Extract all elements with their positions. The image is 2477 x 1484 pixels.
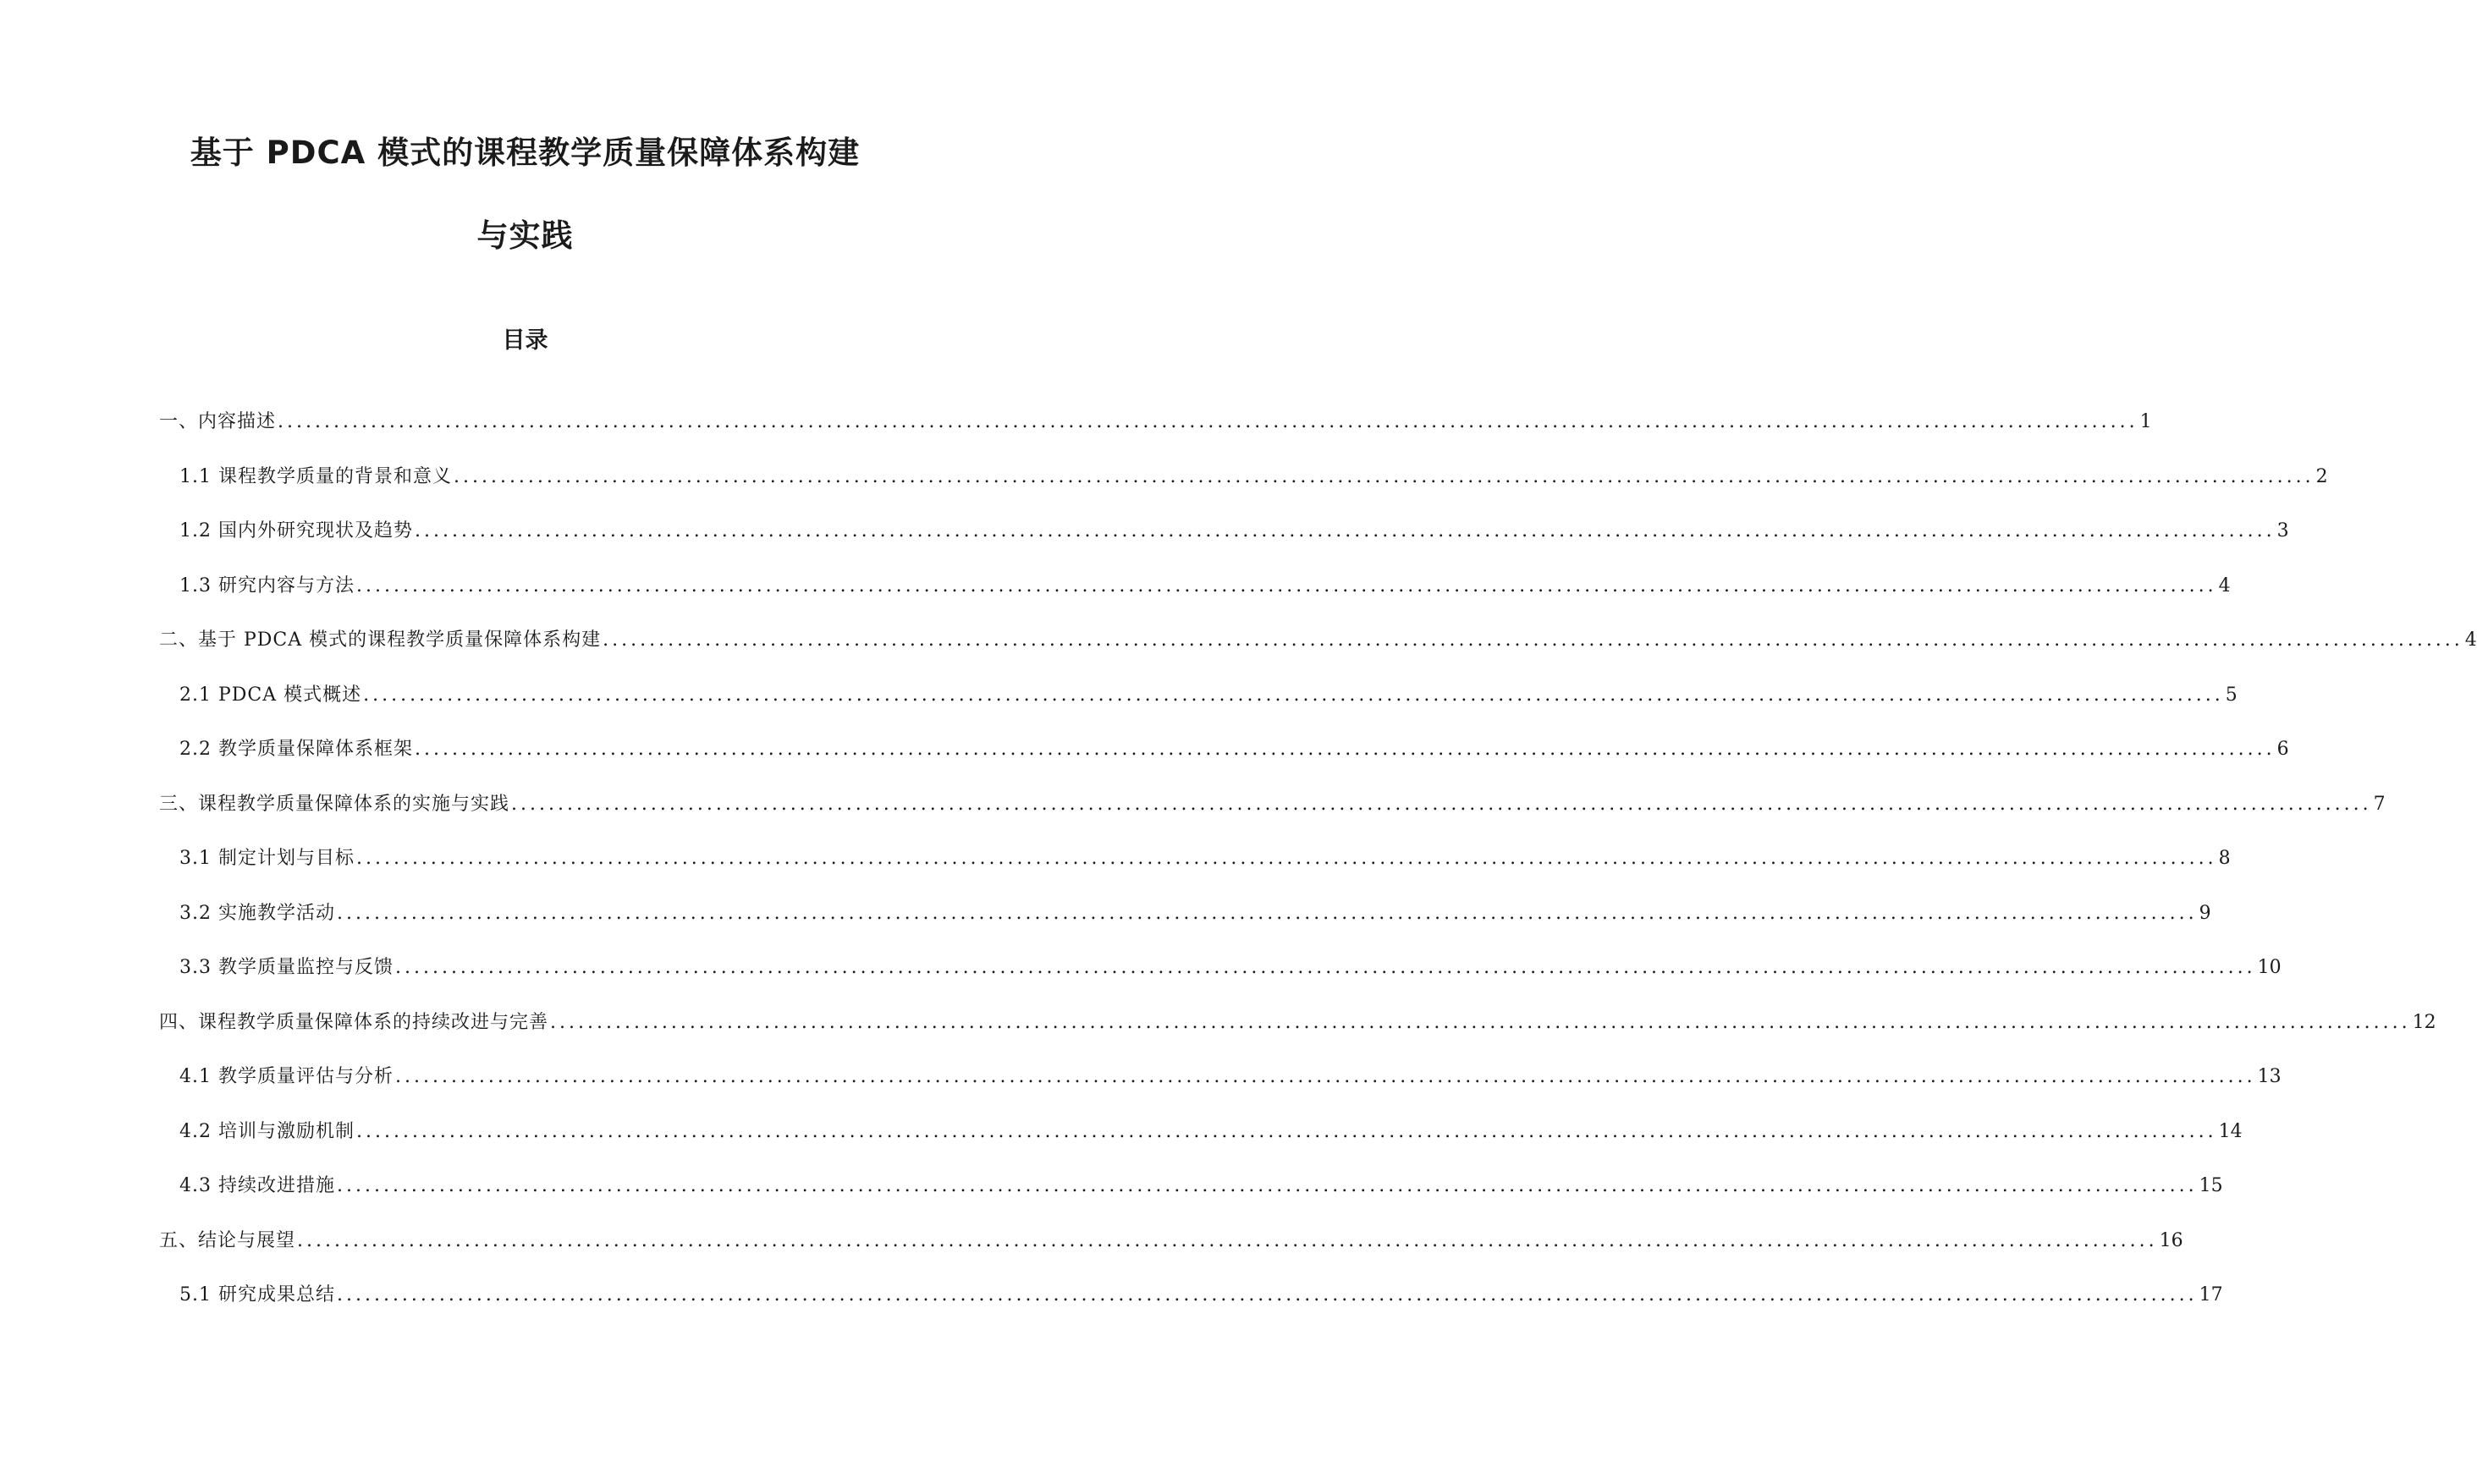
- toc-entry[interactable]: [159, 409, 2152, 435]
- toc-entry-page-number: 8: [2218, 848, 2231, 869]
- toc-entry-label: 4.1 教学质量评估与分析: [179, 1066, 394, 1087]
- toc-entry-label: 3.3 教学质量监控与反馈: [179, 957, 394, 978]
- toc-entry-label: 3.1 制定计划与目标: [179, 848, 355, 869]
- toc-entry-page-number: 7: [2373, 794, 2386, 815]
- toc-entry-page-number: 1: [2139, 411, 2152, 432]
- toc-entry-label: 一、内容描述: [159, 411, 277, 432]
- toc-entry-page-number: 15: [2199, 1175, 2223, 1196]
- toc-dot-leader: ........................................................................................................................................................................................................: [603, 629, 2463, 651]
- toc-dot-leader: ........................................................................................................................................................................................................: [511, 794, 2372, 815]
- toc-entry-page-number: 10: [2257, 957, 2282, 978]
- toc-entry-label: 1.2 国内外研究现状及趋势: [179, 520, 413, 541]
- toc-entry[interactable]: [179, 1064, 2282, 1090]
- toc-entry[interactable]: [159, 1228, 2183, 1254]
- toc-entry-label: 五、结论与展望: [159, 1230, 296, 1251]
- toc-dot-leader: ........................................................................................................................................................................................................: [550, 1012, 2411, 1033]
- toc-entry-label: 3.2 实施教学活动: [179, 903, 335, 924]
- toc-entry[interactable]: [179, 955, 2282, 981]
- toc-entry-label: 三、课程教学质量保障体系的实施与实践: [159, 794, 510, 815]
- toc-dot-leader: ........................................................................................................................................................................................................: [394, 1066, 2256, 1087]
- toc-dot-leader: ........................................................................................................................................................................................................: [363, 684, 2224, 706]
- toc-dot-leader: ........................................................................................................................................................................................................: [336, 1284, 2198, 1305]
- toc-entry[interactable]: [179, 737, 2289, 762]
- toc-dot-leader: ........................................................................................................................................................................................................: [355, 575, 2217, 596]
- toc-entry-page-number: 13: [2257, 1066, 2282, 1087]
- toc-entry-label: 四、课程教学质量保障体系的持续改进与完善: [159, 1012, 549, 1033]
- toc-entry-label: 5.1 研究成果总结: [179, 1284, 335, 1305]
- toc-entry-page-number: 12: [2412, 1012, 2436, 1033]
- toc-entry[interactable]: [179, 464, 2328, 490]
- toc-entry[interactable]: [159, 1010, 2436, 1036]
- toc-entry[interactable]: [179, 846, 2231, 871]
- toc-dot-leader: ........................................................................................................................................................................................................: [355, 1121, 2217, 1142]
- toc-entry-page-number: 4: [2218, 575, 2231, 596]
- toc-entry-label: 4.2 培训与激励机制: [179, 1121, 355, 1142]
- document-title-line1: 基于 PDCA 模式的课程教学质量保障体系构建: [190, 135, 861, 171]
- toc-dot-leader: ........................................................................................................................................................................................................: [355, 848, 2217, 869]
- toc-entry-label: 1.1 课程教学质量的背景和意义: [179, 466, 452, 487]
- toc-entry[interactable]: [179, 1173, 2223, 1199]
- toc-entry-label: 2.1 PDCA 模式概述: [179, 684, 362, 706]
- toc-entry-page-number: 6: [2276, 739, 2289, 760]
- toc-entry-page-number: 16: [2159, 1230, 2183, 1251]
- toc-dot-leader: ........................................................................................................................................................................................................: [278, 411, 2138, 432]
- toc-entry-label: 2.2 教学质量保障体系框架: [179, 739, 413, 760]
- toc-entry-page-number: 17: [2199, 1284, 2223, 1305]
- toc-entry[interactable]: [179, 1283, 2223, 1308]
- toc-entry-page-number: 14: [2218, 1121, 2243, 1142]
- toc-dot-leader: ........................................................................................................................................................................................................: [297, 1230, 2158, 1251]
- toc-dot-leader: ........................................................................................................................................................................................................: [414, 739, 2276, 760]
- toc-entry[interactable]: [179, 901, 2211, 926]
- toc-entry[interactable]: [159, 792, 2386, 817]
- toc-dot-leader: ........................................................................................................................................................................................................: [336, 1175, 2198, 1196]
- toc-dot-leader: ........................................................................................................................................................................................................: [394, 957, 2256, 978]
- toc-entry[interactable]: [179, 683, 2238, 708]
- toc-dot-leader: ........................................................................................................................................................................................................: [453, 466, 2315, 487]
- toc-entry-page-number: 9: [2199, 903, 2211, 924]
- toc-entry-page-number: 3: [2276, 520, 2289, 541]
- toc-dot-leader: ........................................................................................................................................................................................................: [336, 903, 2198, 924]
- toc-entry-page-number: 4: [2464, 629, 2477, 651]
- toc-entry-label: 4.3 持续改进措施: [179, 1175, 335, 1196]
- toc-heading: 目录: [502, 327, 548, 354]
- toc-entry[interactable]: [179, 1119, 2243, 1145]
- document-title-line2: 与实践: [476, 217, 574, 254]
- toc-entry[interactable]: [159, 628, 2477, 653]
- toc-dot-leader: ........................................................................................................................................................................................................: [414, 520, 2276, 541]
- toc-entry[interactable]: [179, 574, 2231, 599]
- toc-entry-page-number: 5: [2225, 684, 2238, 706]
- toc-entry-label: 二、基于 PDCA 模式的课程教学质量保障体系构建: [159, 629, 602, 651]
- toc-entry[interactable]: [179, 519, 2289, 544]
- toc-entry-page-number: 2: [2315, 466, 2328, 487]
- toc-entry-label: 1.3 研究内容与方法: [179, 575, 355, 596]
